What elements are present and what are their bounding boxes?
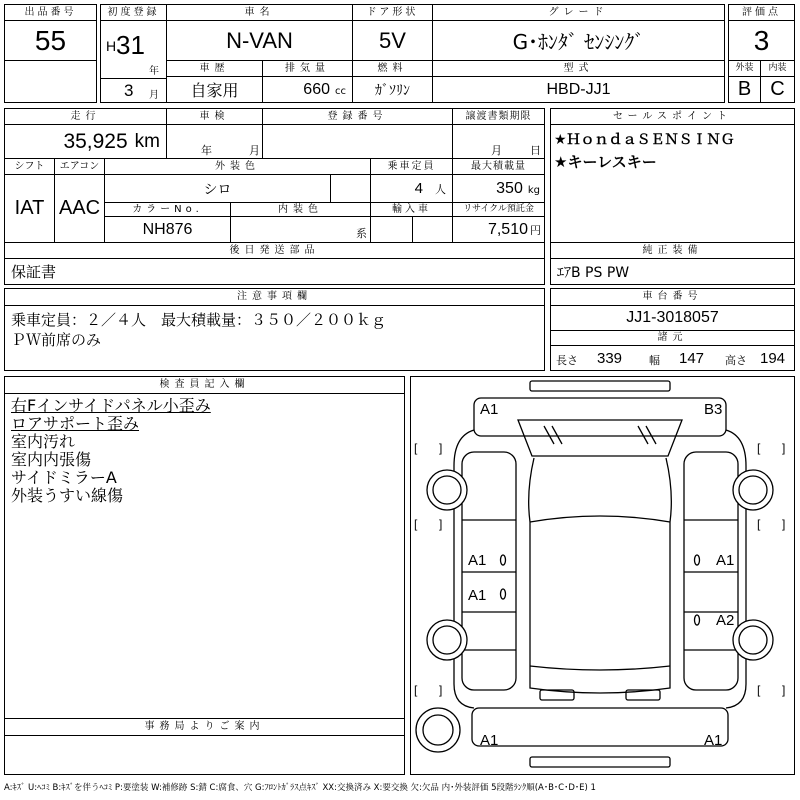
first-registration-year-cell [100,20,167,79]
windshield [518,420,682,456]
inspector-line: 外装うすい線傷 [11,486,124,505]
registration-month-unit: 月 [149,90,159,101]
lot-number-value: 55 [4,20,97,61]
front-bumper [530,381,670,391]
registration-month: 3 [124,81,134,100]
grade-header: グレード [432,4,725,21]
genuine-equipment-value: ｴｱB PS PW [550,258,795,285]
bracket-close: ] [782,683,786,697]
first-registration-month-cell [100,78,167,103]
door-handle [501,555,506,565]
body-left-outline [454,430,474,708]
inspector-header: 検査員記入欄 [4,376,405,394]
genuine-equipment-header: 純正装備 [550,242,795,259]
bracket-open: [ [414,441,418,455]
windshield-marks [544,426,656,444]
color-no-header: カラーNo. [104,202,231,217]
max-load-header: 最大積載量 [452,158,545,175]
roof-front-edge [530,516,670,522]
specs-cell [550,345,795,371]
exterior-color-value: シロ [104,174,331,203]
transfer-deadline-header: 譲渡書類期限 [452,108,545,125]
shift-header: シフト [4,158,55,175]
max-load-value: 350 [496,179,523,197]
damage-mark: B3 [704,401,723,418]
interior-color-header: 内装色 [230,202,371,217]
inspector-line: 右Fインサイドパネル小歪み [11,396,211,415]
length-value: 339 [597,350,623,367]
exterior-grade-header: 外装 [728,60,761,77]
history-header: 車歴 [166,60,263,77]
score-value: 3 [728,20,795,61]
door-type-header: ドア形状 [352,4,433,21]
imported-header: 輸入車 [370,202,453,217]
mileage-unit: km [134,130,160,152]
height-value: 194 [760,350,786,367]
sales-point-item: ★ＨｏｎｄａＳＥＮＳＩＮＧ [554,132,735,148]
rear-bumper [530,757,670,767]
bracket-close: ] [439,441,443,455]
inspector-line: ロアサポート歪み [11,414,140,433]
wheel-rear-right-hub [739,626,767,654]
width-label: 幅 [649,354,660,367]
bracket-open: [ [414,517,418,531]
lot-number-header: 出品番号 [4,4,97,21]
chassis-value: JJ1-3018057 [550,305,795,331]
bracket-close: ] [439,683,443,697]
interior-color-cell [230,216,371,243]
sales-points-body [550,124,795,243]
transfer-day-unit: 日 [530,144,541,157]
specs-header: 諸元 [550,330,795,346]
right-panel-divisions [684,520,738,650]
notes-body [4,305,545,371]
car-name-header: 車名 [166,4,353,21]
bracket-close: ] [782,441,786,455]
displacement-unit: cc [335,86,346,97]
diagram-box [410,376,795,775]
office-body [4,735,405,775]
chassis-header: 車台番号 [550,288,795,306]
later-parts-value: 保証書 [4,258,545,285]
damage-mark: A1 [468,552,487,569]
bracket-open: [ [414,683,418,697]
bracket-close: ] [782,517,786,531]
front-panel [474,398,726,436]
interior-color-suffix: 系 [356,226,367,240]
capacity-value: 4 [414,180,423,197]
wheel-front-right-hub [739,476,767,504]
exterior-grade-value: B [728,76,761,103]
inspection-year-unit: 年 [201,144,212,157]
lot-number-blank [4,60,97,103]
registration-year-unit: 年 [149,66,159,77]
damage-mark: A1 [480,732,499,749]
spare-wheel-hub [423,715,453,745]
damage-mark: A1 [480,401,499,418]
imported-cell-left [370,216,413,243]
inspection-cell [166,124,263,159]
capacity-unit: 人 [435,182,446,196]
door-handle [501,589,506,599]
grade-value: G･ﾎﾝﾀﾞ ｾﾝｼﾝｸﾞ [432,20,725,61]
first-registration-header: 初度登録 [100,4,167,21]
mileage-header: 走行 [4,108,167,125]
displacement-value: 660 [303,80,330,98]
inspection-header: 車検 [166,108,263,125]
inspector-body [4,393,405,719]
vehicle-damage-diagram [410,376,795,775]
registration-number-header: 登録番号 [262,108,453,125]
body-right-outline [726,430,746,708]
mileage-value: 35,925 [63,129,128,153]
score-header: 評価点 [728,4,795,21]
max-load-cell [452,174,545,203]
bracket-close: ] [439,517,443,531]
transfer-month-unit: 月 [491,144,502,157]
recycle-deposit-unit: 円 [530,223,541,237]
damage-mark: A1 [716,552,735,569]
later-parts-header: 後日発送部品 [4,242,545,259]
inspector-line: 室内汚れ [11,432,76,451]
fuel-value: ｶﾞｿﾘﾝ [352,76,433,103]
fuel-header: 燃料 [352,60,433,77]
wheel-front-left-hub [433,476,461,504]
recycle-deposit-cell [452,216,545,243]
rear-panel [472,708,728,746]
displacement-cell [262,76,353,103]
interior-grade-header: 内装 [760,60,795,77]
left-side-panel [462,452,516,690]
exterior-color-header: 外装色 [104,158,371,175]
height-label: 高さ [725,354,747,367]
roof-outline [529,458,672,693]
exterior-color-extra [330,174,371,203]
length-label: 長さ [556,354,578,367]
notes-header: 注意事項欄 [4,288,545,306]
notes-line: ＰＷ前席のみ [11,331,102,349]
registration-era: H [106,38,117,54]
model-code-value: HBD-JJ1 [432,76,725,103]
door-type-value: 5V [352,20,433,61]
aircon-header: エアコン [54,158,105,175]
history-value: 自家用 [166,76,263,103]
aircon-value: AAC [54,174,105,243]
left-panel-divisions [462,520,516,650]
color-no-value: NH876 [104,216,231,243]
registration-number-cell [262,124,453,159]
mileage-cell [4,124,167,159]
width-value: 147 [679,350,705,367]
damage-mark: A1 [468,587,487,604]
capacity-cell [370,174,453,203]
notes-line: 乗車定員：２／４人 最大積載量：３５０／２００ｋｇ [11,311,387,329]
bracket-open: [ [757,683,761,697]
rear-window-edge [530,666,670,670]
recycle-deposit-value: 7,510 [487,220,528,238]
wheel-rear-left-hub [433,626,461,654]
inspector-line: 室内内張傷 [11,450,92,469]
inspector-line: サイドミラーA [11,468,117,487]
right-side-panel [684,452,738,690]
door-handle [695,615,700,625]
sales-points-header: セールスポイント [550,108,795,125]
legend-footer: A:ｷｽﾞ U:ﾍｺﾐ B:ｷｽﾞを伴うﾍｺﾐ P:要塗装 W:補修跡 S:錆 C:腐食、穴 G:ﾌﾛﾝﾄｶﾞﾗｽ点ｷｽﾞ XX:交換済み X:要交換 欠:欠品 内･外装評価 5段階ﾗﾝｸ順(A･B･C･D･E) 1 [4,783,596,793]
model-code-header: 型式 [432,60,725,77]
interior-grade-value: C [760,76,795,103]
office-header: 事務局よりご案内 [4,718,405,736]
bracket-open: [ [757,441,761,455]
shift-value: IAT [4,174,55,243]
imported-cell-right [412,216,453,243]
transfer-deadline-cell [452,124,545,159]
max-load-unit: kg [527,185,540,196]
registration-year: 31 [116,30,145,60]
car-name-value: N-VAN [166,20,353,61]
displacement-header: 排気量 [262,60,353,77]
bracket-open: [ [757,517,761,531]
damage-mark: A2 [716,612,735,629]
capacity-header: 乗車定員 [370,158,453,175]
door-handle [695,555,700,565]
recycle-deposit-header: リサイクル預託金 [452,202,545,217]
damage-mark: A1 [704,732,723,749]
inspection-month-unit: 月 [249,144,260,157]
sales-point-item: ★キーレスキー [554,153,657,171]
